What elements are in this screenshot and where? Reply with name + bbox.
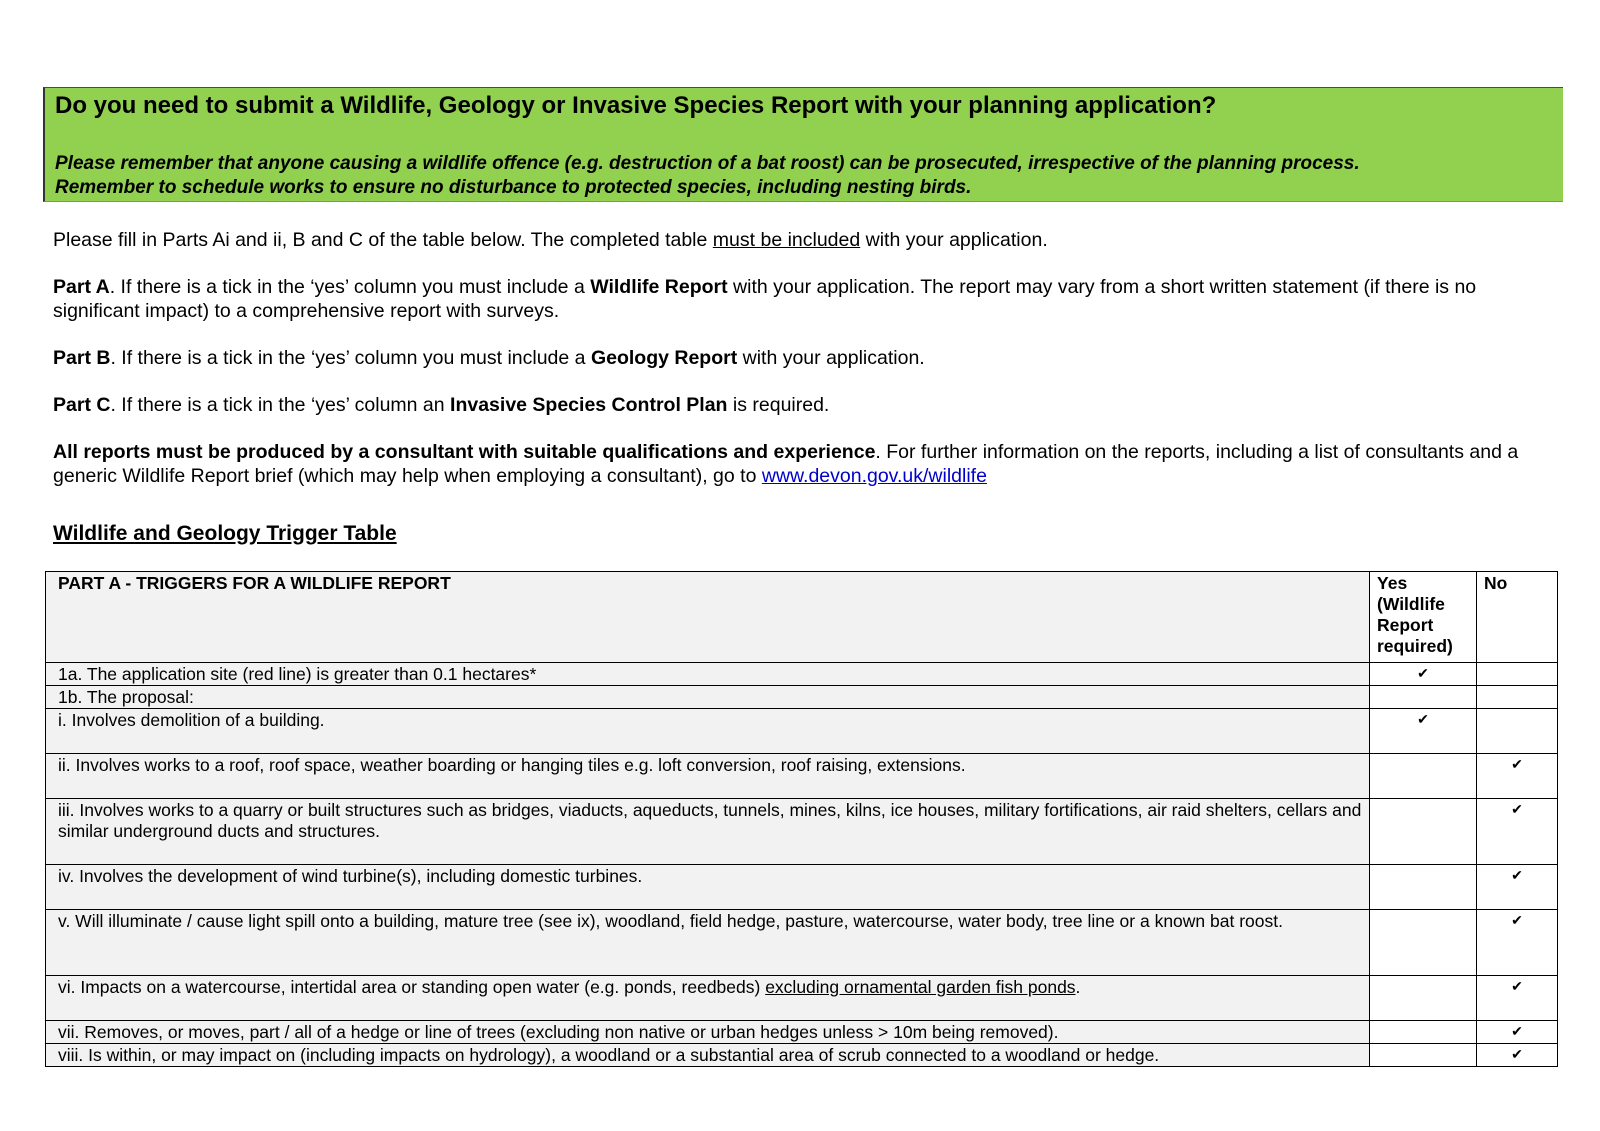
part-c-text-end: is required.: [727, 394, 830, 416]
no-check-cell[interactable]: ✔: [1477, 754, 1558, 799]
yes-column-header: Yes (Wildlife Report required): [1370, 572, 1477, 663]
part-a-text-end: with your application. The report may vary from a short written statement (if there is no significant impact) to a comprehensive report with surveys.: [53, 276, 1477, 322]
part-c-label: Part C: [53, 394, 111, 416]
reports-paragraph: [53, 440, 1563, 488]
yes-check-cell[interactable]: [1370, 686, 1477, 709]
table-row: [46, 663, 1558, 686]
instructions-text: Please fill in Parts Ai and ii, B and C of the table below. The completed table: [53, 229, 713, 251]
no-check-cell[interactable]: ✔: [1477, 910, 1558, 976]
invasive-plan-label: Invasive Species Control Plan: [450, 394, 728, 416]
part-b-text: . If there is a tick in the ‘yes’ column you must include a: [110, 347, 591, 369]
trigger-table: [45, 571, 1558, 1067]
no-check-cell[interactable]: ✔: [1477, 799, 1558, 865]
no-check-cell[interactable]: [1477, 663, 1558, 686]
part-b-paragraph: [53, 346, 1563, 370]
table-row: [46, 709, 1558, 754]
trigger-text: ii. Involves works to a roof, roof space, weather boarding or hanging tiles e.g. loft conversion, roof raising, extensions.: [46, 754, 1370, 799]
fish-ponds-exclusion: excluding ornamental garden fish ponds: [765, 977, 1076, 997]
instructions-paragraph: [53, 228, 1563, 252]
page-title: Do you need to submit a Wildlife, Geology or Invasive Species Report with your planning application?: [55, 92, 1217, 119]
no-check-cell[interactable]: ✔: [1477, 1044, 1558, 1067]
table-row: [46, 910, 1558, 976]
yes-check-cell[interactable]: [1370, 910, 1477, 976]
yes-check-cell[interactable]: ✔: [1370, 709, 1477, 754]
part-a-label: Part A: [53, 276, 110, 298]
trigger-text-part: vi. Impacts on a watercourse, intertidal area or standing open water (e.g. ponds, reedbeds): [58, 977, 766, 997]
trigger-text: vii. Removes, or moves, part / all of a hedge or line of trees (excluding non native or urban hedges unless > 10m being removed).: [46, 1021, 1370, 1044]
offence-warning: [55, 152, 1360, 200]
wildlife-report-label: Wildlife Report: [590, 276, 728, 298]
no-check-cell[interactable]: ✔: [1477, 1021, 1558, 1044]
table-row: [46, 865, 1558, 910]
table-row: [46, 799, 1558, 865]
instructions-text-end: with your application.: [860, 229, 1048, 251]
yes-check-cell[interactable]: ✔: [1370, 663, 1477, 686]
trigger-text: v. Will illuminate / cause light spill onto a building, mature tree (see ix), woodland, field hedge, pasture, watercourse, water body, tree line or a known bat roost.: [46, 910, 1370, 976]
trigger-text: 1a. The application site (red line) is greater than 0.1 hectares*: [46, 663, 1370, 686]
table-header-row: [46, 572, 1558, 663]
trigger-text: 1b. The proposal:: [46, 686, 1370, 709]
yes-check-cell[interactable]: [1370, 1021, 1477, 1044]
yes-check-cell[interactable]: [1370, 976, 1477, 1021]
no-check-cell[interactable]: ✔: [1477, 865, 1558, 910]
devon-wildlife-link[interactable]: www.devon.gov.uk/wildlife: [761, 465, 987, 487]
table-row: [46, 1044, 1558, 1067]
table-row: [46, 976, 1558, 1021]
table-row: [46, 686, 1558, 709]
trigger-text: i. Involves demolition of a building.: [46, 709, 1370, 754]
table-row: [46, 754, 1558, 799]
part-a-text: . If there is a tick in the ‘yes’ column you must include a: [109, 276, 591, 298]
no-check-cell[interactable]: [1477, 709, 1558, 754]
trigger-text: iv. Involves the development of wind turbine(s), including domestic turbines.: [46, 865, 1370, 910]
section-heading: Wildlife and Geology Trigger Table: [53, 522, 397, 545]
trigger-text: [46, 976, 1370, 1021]
warning-line-1: Please remember that anyone causing a wildlife offence (e.g. destruction of a bat roost) can be prosecuted, irrespective of the planning process.: [55, 153, 1360, 174]
part-a-header: PART A - TRIGGERS FOR A WILDLIFE REPORT: [46, 572, 1370, 663]
no-check-cell[interactable]: ✔: [1477, 976, 1558, 1021]
yes-check-cell[interactable]: [1370, 799, 1477, 865]
geology-report-label: Geology Report: [590, 347, 738, 369]
part-c-paragraph: [53, 393, 1563, 417]
trigger-text: viii. Is within, or may impact on (including impacts on hydrology), a woodland or a substantial area of scrub connected to a woodland or hedge.: [46, 1044, 1370, 1067]
part-c-text: . If there is a tick in the ‘yes’ column an: [110, 394, 451, 416]
reports-text: . For further information on the reports, including a list of consultants and a generic Wildlife Report brief (which may help when employing a consultant), go to: [53, 441, 1519, 487]
part-b-text-end: with your application.: [737, 347, 925, 369]
yes-check-cell[interactable]: [1370, 754, 1477, 799]
must-be-included-text: must be included: [712, 229, 861, 251]
table-row: [46, 1021, 1558, 1044]
reports-requirement: All reports must be produced by a consultant with suitable qualifications and experience: [53, 441, 876, 463]
trigger-text: iii. Involves works to a quarry or built structures such as bridges, viaducts, aqueducts, tunnels, mines, kilns, ice houses, military fortifications, air raid shelters, cellars and similar underground ducts and structures.: [46, 799, 1370, 865]
no-check-cell[interactable]: [1477, 686, 1558, 709]
part-a-paragraph: [53, 275, 1563, 323]
no-column-header: No: [1477, 572, 1558, 663]
yes-check-cell[interactable]: [1370, 1044, 1477, 1067]
trigger-text-end: .: [1075, 977, 1081, 997]
part-b-label: Part B: [53, 347, 111, 369]
yes-check-cell[interactable]: [1370, 865, 1477, 910]
warning-banner: [43, 87, 1563, 202]
warning-line-2: Remember to schedule works to ensure no disturbance to protected species, including nesting birds.: [55, 177, 972, 198]
